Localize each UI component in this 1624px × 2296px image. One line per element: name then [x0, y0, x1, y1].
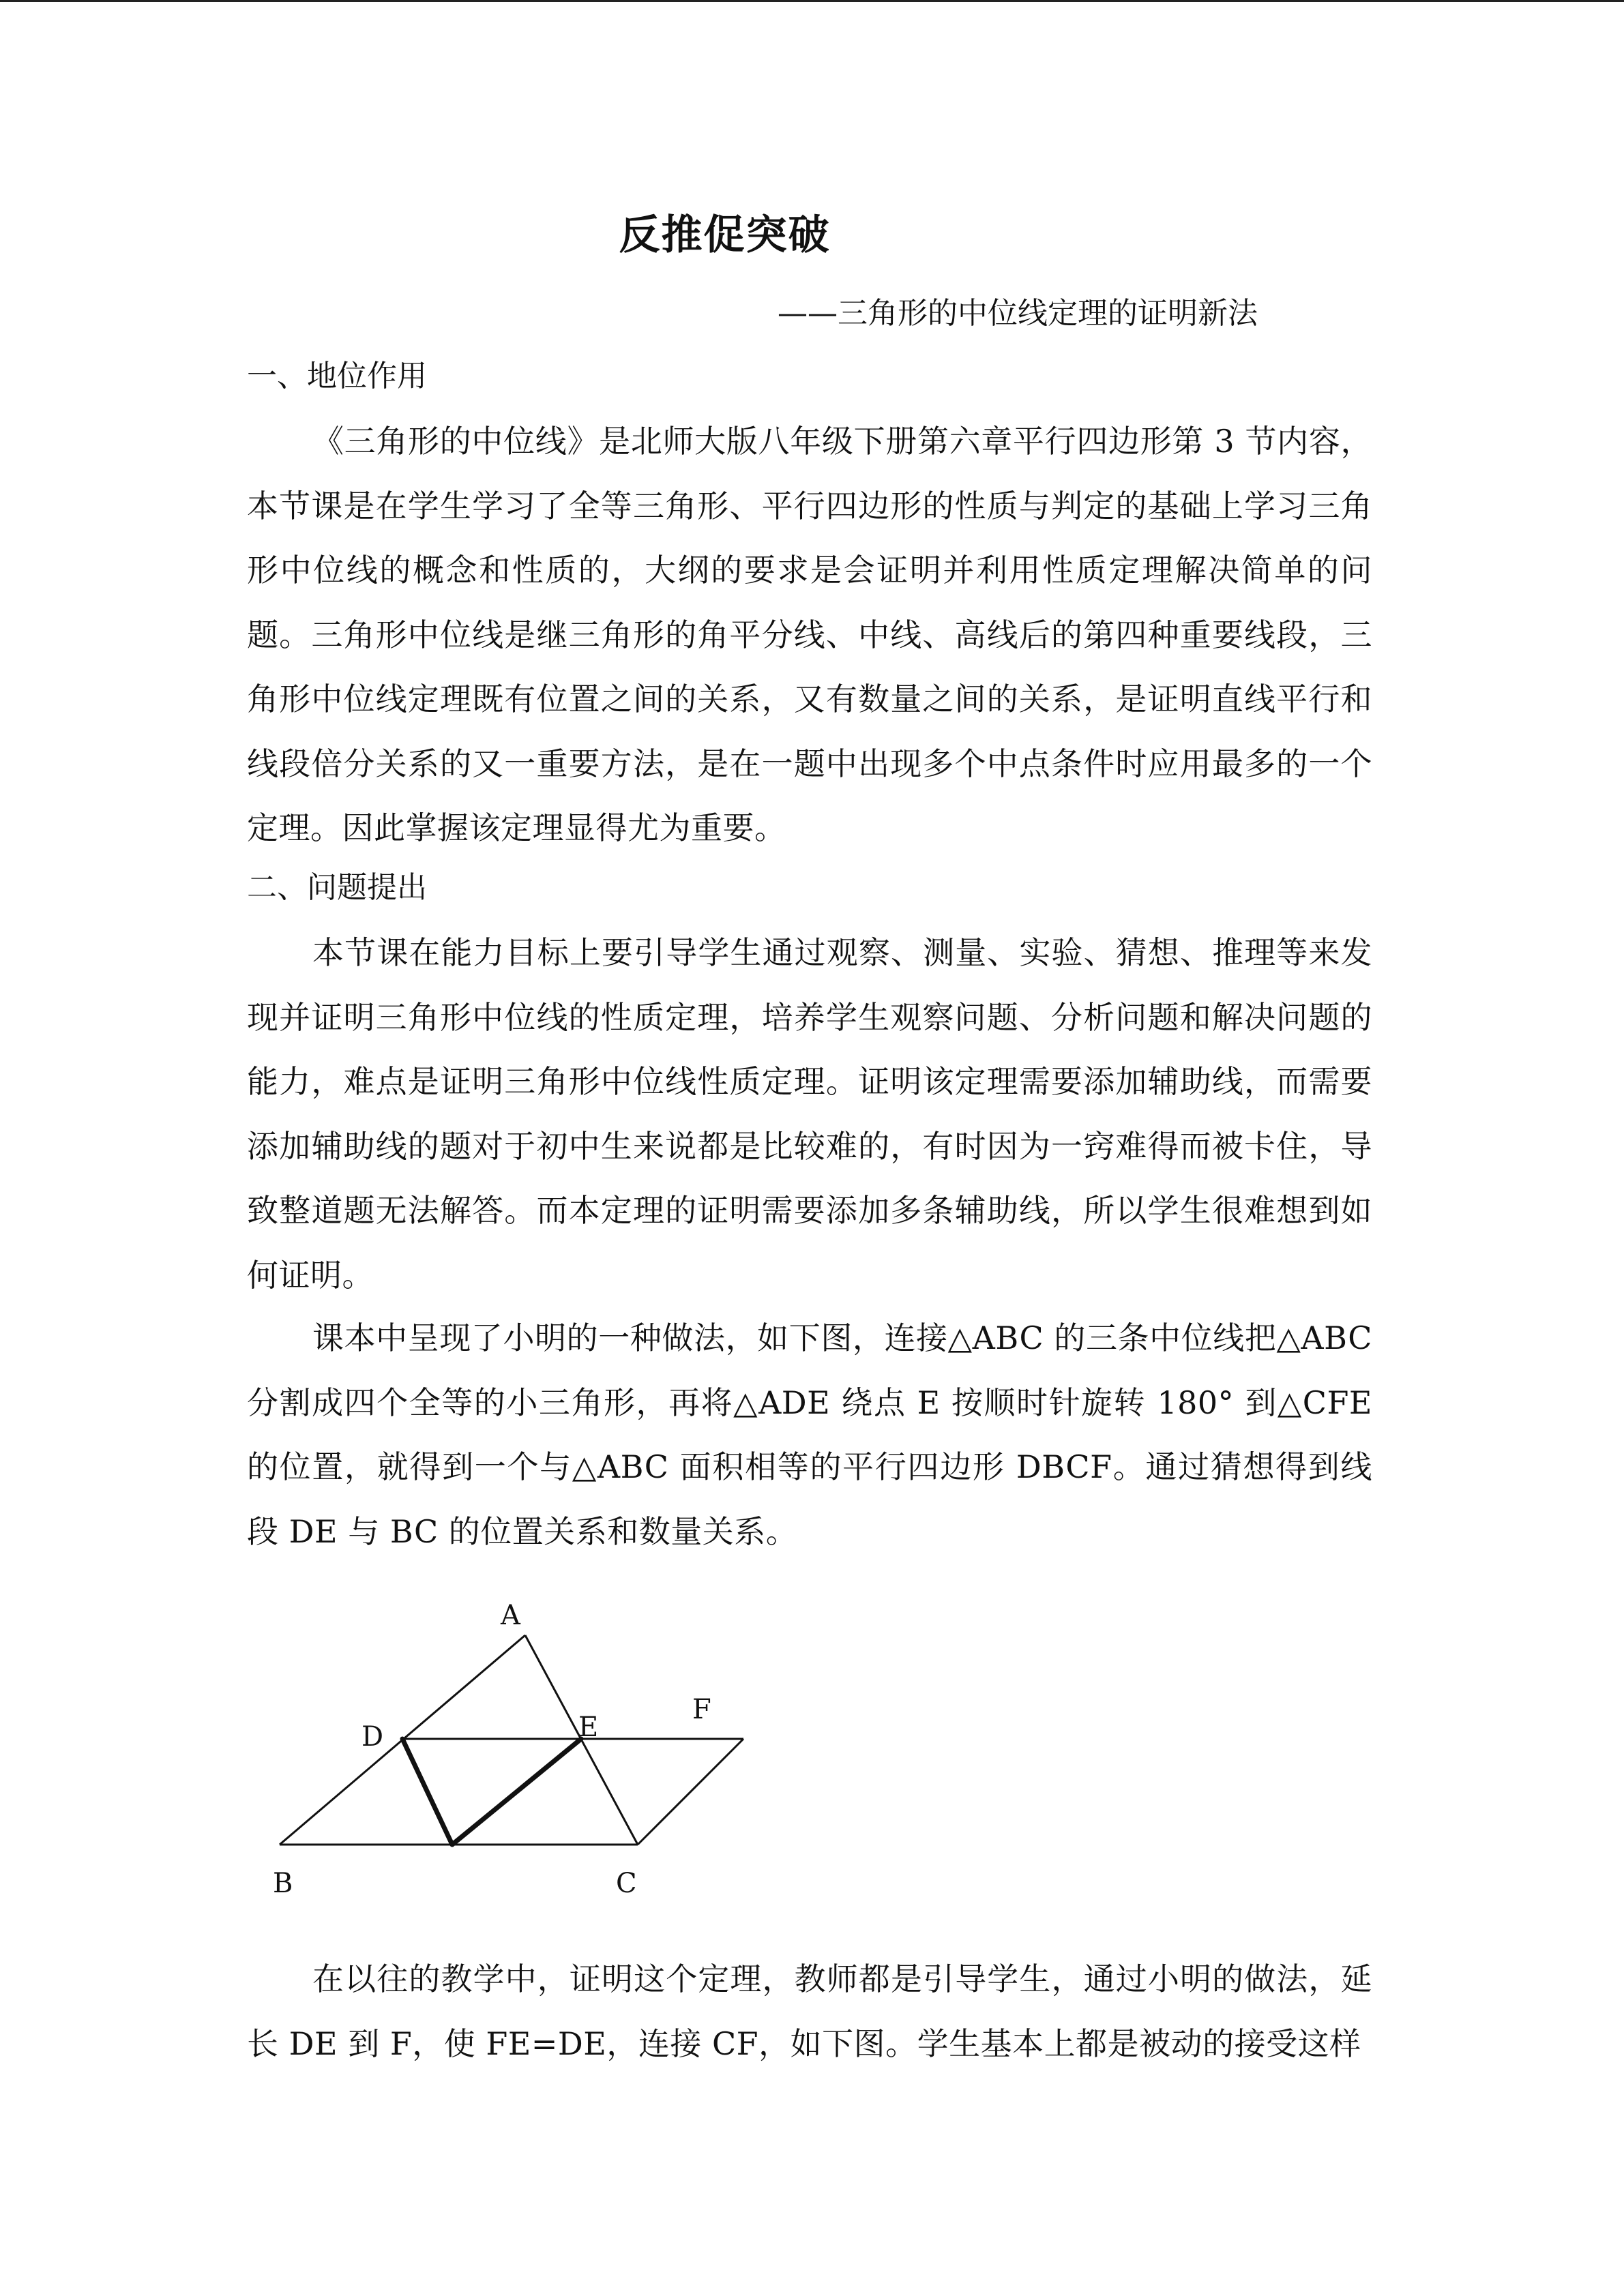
triangle-midline-figure: [259, 1589, 778, 1916]
figure-thick-lines: [402, 1739, 581, 1845]
paragraph-role: 《三角形的中位线》是北师大版八年级下册第六章平行四边形第 3 节内容，本节课是在学生学习了全等三角形、平行四边形的性质与判定的基础上学习三角形中位线的概念和性质的，大纲的要求是会证明并利用性质定理解决简单的问题。三角形中位线是继三角形的角平分线、中线、高线后的第四种重要线段，三角形中位线定理既有位置之间的关系，又有数量之间的关系，是证明直线平行和线段倍分关系的又一重要方法，是在一题中出现多个中点条件时应用最多的一个定理。因此掌握该定理显得尤为重要。: [247, 423, 1372, 846]
midline-midbc-e: [452, 1739, 581, 1845]
section-heading-problem: 二、问题提出: [247, 870, 427, 905]
geometry-diagram: [259, 1589, 778, 1916]
figure-thin-lines: [280, 1635, 743, 1845]
label-a: A: [501, 1600, 520, 1631]
label-f: F: [692, 1694, 711, 1725]
page-top-border: [0, 0, 1624, 2]
document-subtitle: ——三角形的中位线定理的证明新法: [778, 296, 1258, 331]
segment-fc: [638, 1739, 743, 1845]
paragraph-problem-intro: 本节课在能力目标上要引导学生通过观察、测量、实验、猜想、推理等来发现并证明三角形中位线的性质定理，培养学生观察问题、分析问题和解决问题的能力，难点是证明三角形中位线性质定理。证明该定理需要添加辅助线，而需要添加辅助线的题对于初中生来说都是比较难的，有时因为一窍难得而被卡住，导致整道题无法解答。而本定理的证明需要添加多条辅助线，所以学生很难想到如何证明。: [247, 934, 1372, 1294]
label-d: D: [361, 1721, 384, 1753]
label-c: C: [616, 1868, 637, 1899]
label-b: B: [273, 1868, 293, 1899]
section-heading-role: 一、地位作用: [247, 359, 427, 393]
document-title: 反推促突破: [619, 211, 831, 259]
label-e: E: [578, 1712, 599, 1743]
midline-d-midbc: [402, 1739, 452, 1845]
paragraph-previous-teaching: 在以往的教学中，证明这个定理，教师都是引导学生，通过小明的做法，延长 DE 到 F，使 FE=DE，连接 CF，如下图。学生基本上都是被动的接受这样: [247, 1960, 1372, 2062]
paragraph-textbook-method: 课本中呈现了小明的一种做法，如下图，连接△ABC 的三条中位线把△ABC 分割成四个全等的小三角形，再将△ADE 绕点 E 按顺时针旋转 180° 到△CFE 的位置，就得到一个与△ABC 面积相等的平行四边形 DBCF。通过猜想得到线段 DE 与 BC 的位置关系和数量关系。: [247, 1320, 1372, 1550]
